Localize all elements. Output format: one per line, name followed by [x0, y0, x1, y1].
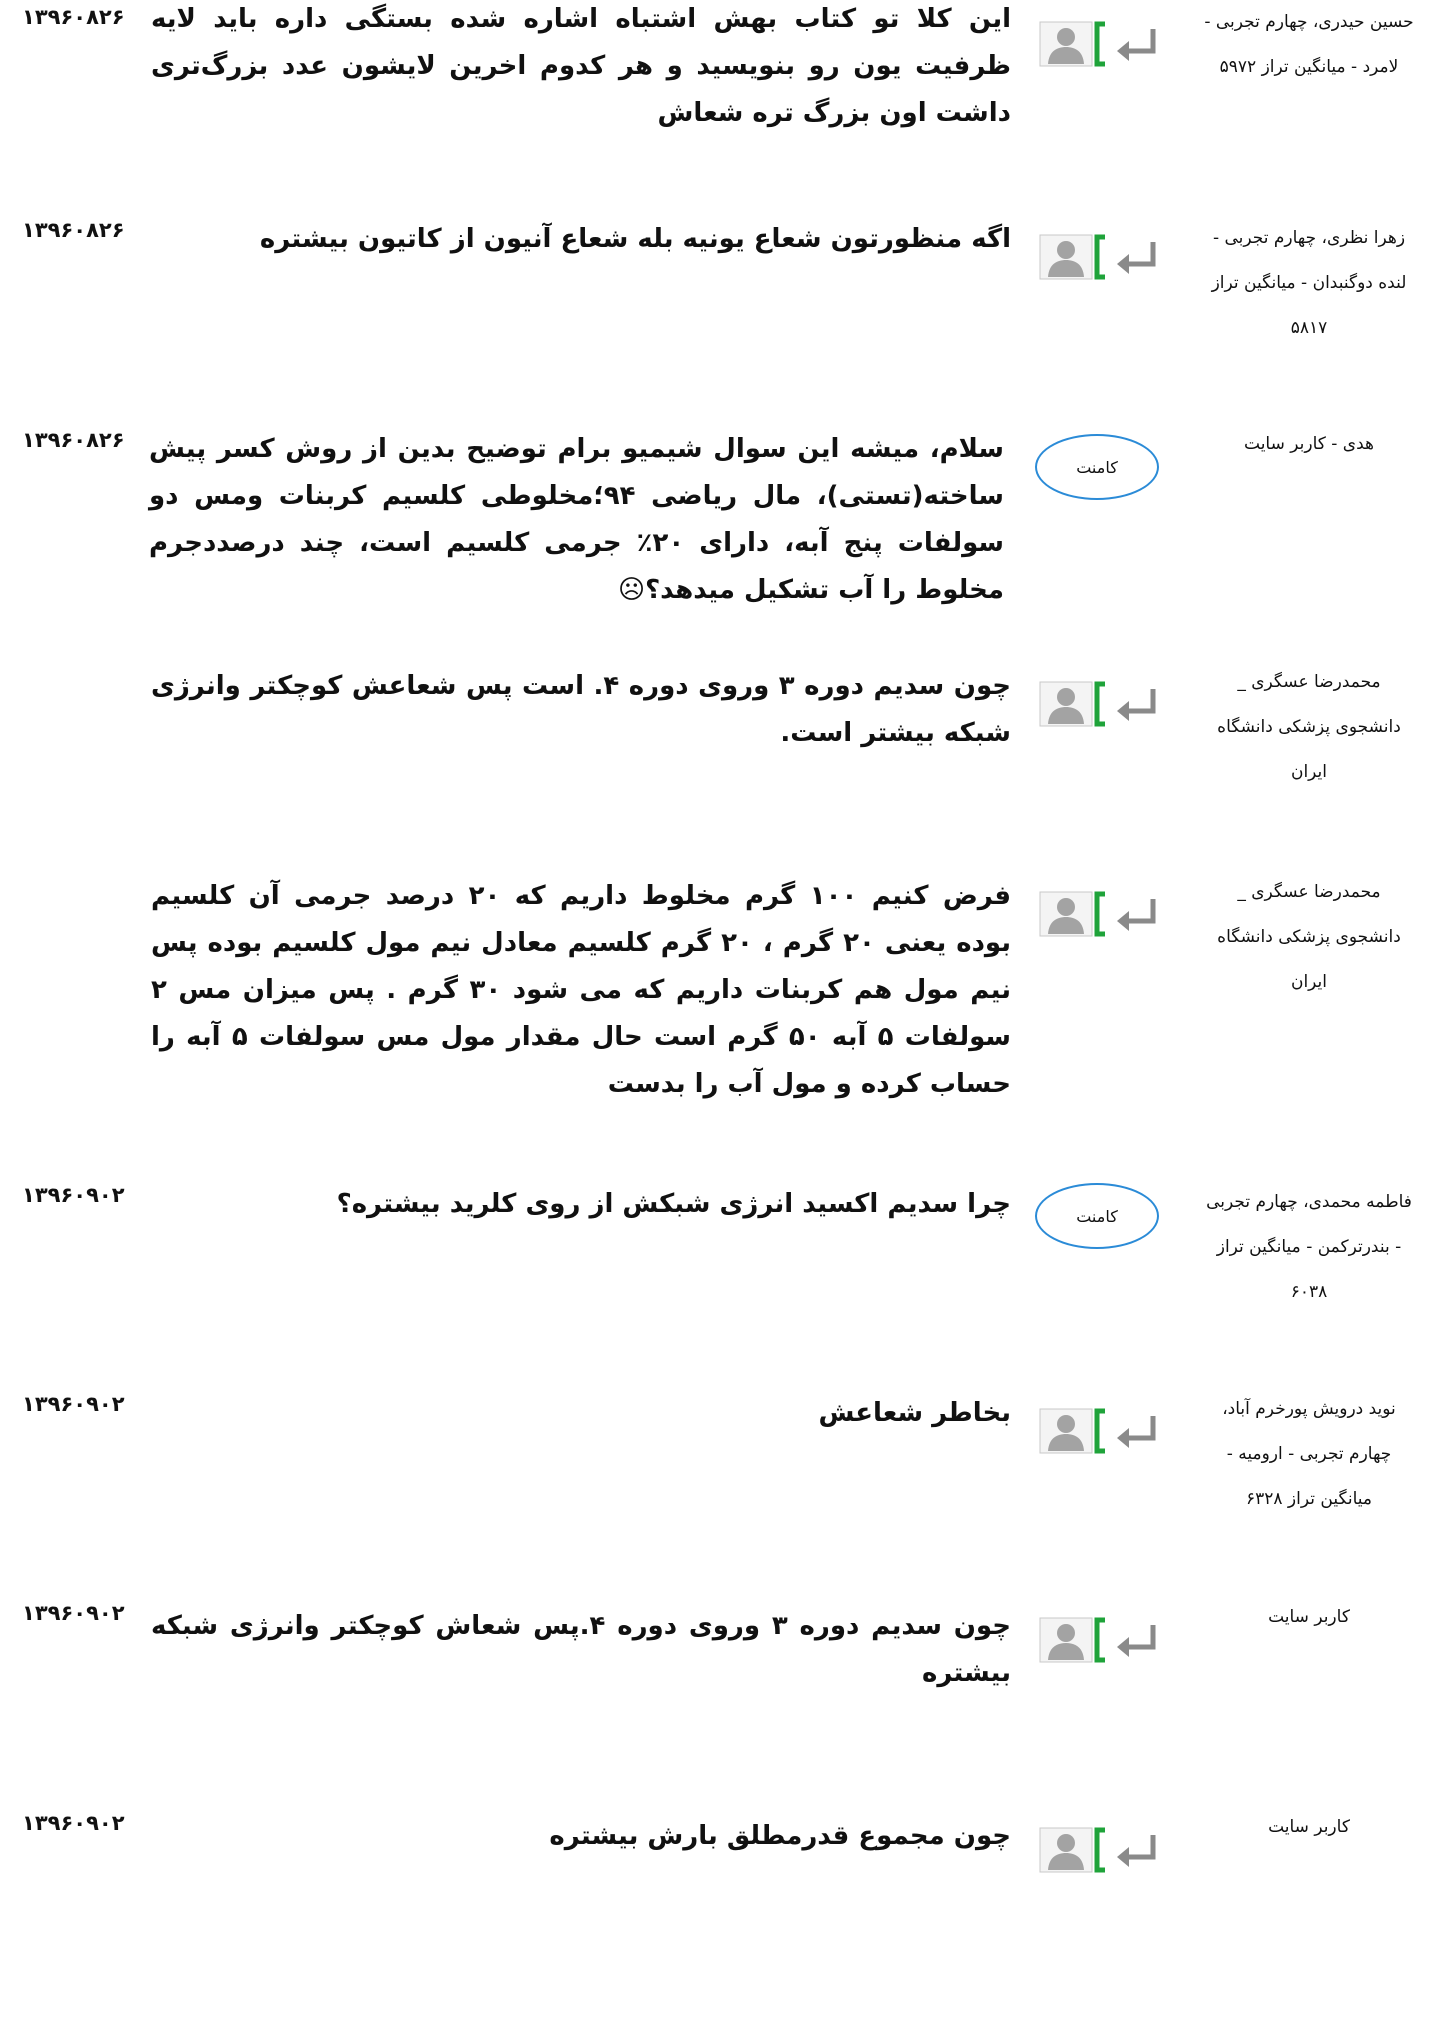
message-text: سلام، میشه این سوال شیمیو برام توضیح بدین از روش کسر پیش ساخته(تستی)، مال ریاضی ۹۴؛مخلوطی کلسیم کربنات ومس دو سولفات پنج آبه، دارای ۲۰٪ جرمی کلسیم است، چند درصددجرم مخلوط را آب تشکیل میدهد؟☹ — [149, 434, 1004, 605]
user-avatar-icon — [1039, 1825, 1107, 1875]
user-avatar-icon — [1039, 19, 1107, 69]
entry-date: ۱۳۹۶۰۸۲۶ — [22, 218, 125, 242]
comment-marker[interactable] — [1035, 428, 1160, 498]
message-text: بخاطر شعاعش — [818, 1398, 1011, 1428]
reply-marker[interactable] — [1035, 232, 1160, 302]
entry-date: ۱۳۹۶۰۹۰۲ — [22, 1392, 125, 1416]
entry-date: ۱۳۹۶۰۸۲۶ — [22, 428, 125, 452]
reply-arrow-icon[interactable] — [1115, 23, 1159, 65]
reply-arrow-icon[interactable] — [1115, 1619, 1159, 1661]
reply-marker[interactable] — [1035, 679, 1160, 749]
comment-badge[interactable]: کامنت — [1035, 434, 1159, 500]
message-text: چون سدیم دوره ۳ وروی دوره ۴. است پس شعاعش کوچکتر وانرژی شبکه بیشتر است. — [151, 671, 1011, 748]
user-avatar-icon — [1039, 232, 1107, 282]
comment-marker[interactable] — [1035, 1183, 1160, 1253]
author-name: محمدرضا عسگری _ دانشجوی پزشکی دانشگاه ایران — [1217, 882, 1401, 992]
message-text: این کلا تو کتاب بهش اشتباه اشاره شده بستگی داره باید لایه ظرفیت یون رو بنویسید و هر کدوم اخرین لایشون عدد بزرگ‌تری داشت اون بزرگ تره شعاش — [151, 4, 1011, 128]
author-name: نوید درویش پورخرم آباد، چهارم تجربی - ارومیه - میانگین تراز ۶۳۲۸ — [1222, 1399, 1396, 1509]
reply-marker[interactable] — [1035, 1825, 1160, 1895]
reply-arrow-icon[interactable] — [1115, 1829, 1159, 1871]
author-name: فاطمه محمدی، چهارم تجربی - بندرترکمن - میانگین تراز ۶۰۳۸ — [1206, 1192, 1412, 1302]
reply-arrow-icon[interactable] — [1115, 893, 1159, 935]
reply-arrow-icon[interactable] — [1115, 236, 1159, 278]
entry-date: ۱۳۹۶۰۹۰۲ — [22, 1811, 125, 1835]
message-text: چون سدیم دوره ۳ وروی دوره ۴.پس شعاش کوچکتر وانرژی شبکه بیشتره — [151, 1611, 1011, 1688]
message-text: اگه منظورتون شعاع یونیه بله شعاع آنیون از کاتیون بیشتره — [259, 224, 1011, 254]
comment-badge[interactable]: کامنت — [1035, 1183, 1159, 1249]
entry-date: ۱۳۹۶۰۸۲۶ — [22, 5, 125, 29]
reply-marker[interactable] — [1035, 1615, 1160, 1685]
reply-marker[interactable] — [1035, 1406, 1160, 1476]
message-text: چون مجموع قدرمطلق بارش بیشتره — [549, 1821, 1011, 1851]
author-name: زهرا نظری، چهارم تجربی - لنده دوگنبدان - میانگین تراز ۵۸۱۷ — [1211, 228, 1407, 338]
author-name: هدی - کاربر سایت — [1244, 434, 1374, 454]
entry-date: ۱۳۹۶۰۹۰۲ — [22, 1183, 125, 1207]
user-avatar-icon — [1039, 679, 1107, 729]
reply-arrow-icon[interactable] — [1115, 1410, 1159, 1452]
user-avatar-icon — [1039, 889, 1107, 939]
author-name: کاربر سایت — [1268, 1817, 1350, 1837]
reply-marker[interactable] — [1035, 19, 1160, 89]
user-avatar-icon — [1039, 1406, 1107, 1456]
message-text: چرا سدیم اکسید انرژی شبکش از روی کلرید بیشتره؟ — [336, 1189, 1011, 1219]
author-name: حسین حیدری، چهارم تجربی - لامرد - میانگین تراز ۵۹۷۲ — [1204, 12, 1414, 77]
message-text: فرض کنیم ۱۰۰ گرم مخلوط داریم که ۲۰ درصد جرمی آن کلسیم بوده یعنی ۲۰ گرم ، ۲۰ گرم کلسیم معادل نیم مول کلسیم بوده پس نیم مول هم کربنات داریم که می شود ۳۰ گرم . پس میزان مس ۲ سولفات ۵ آبه ۵۰ گرم است حال مقدار مول مس سولفات ۵ آبه را حساب کرده و مول آب را بدست — [151, 881, 1012, 1099]
author-name: کاربر سایت — [1268, 1607, 1350, 1627]
reply-marker[interactable] — [1035, 889, 1160, 959]
user-avatar-icon — [1039, 1615, 1107, 1665]
author-name: محمدرضا عسگری _ دانشجوی پزشکی دانشگاه ایران — [1217, 672, 1401, 782]
entry-date: ۱۳۹۶۰۹۰۲ — [22, 1601, 125, 1625]
reply-arrow-icon[interactable] — [1115, 683, 1159, 725]
